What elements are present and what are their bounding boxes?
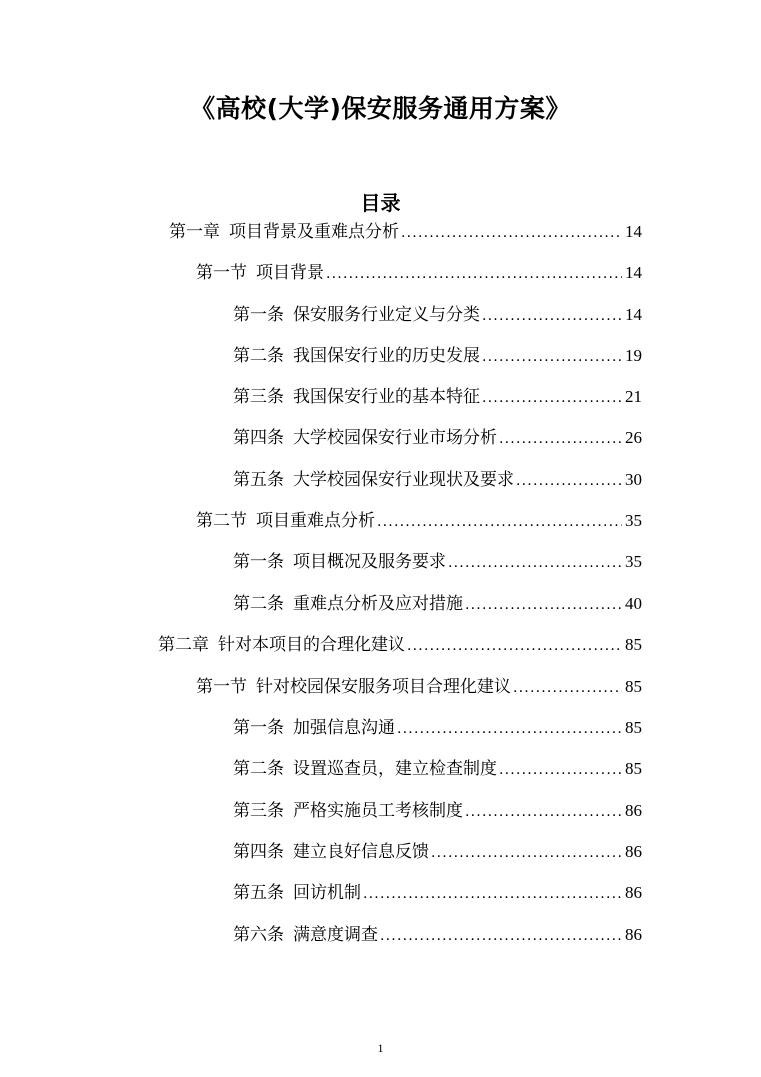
toc-entry-page: 85 xyxy=(625,677,642,696)
dot-leader xyxy=(482,344,622,370)
toc-entry-label: 第三条 xyxy=(233,801,284,821)
toc-entry[interactable] xyxy=(233,798,642,824)
toc-entry[interactable] xyxy=(233,880,642,906)
toc-entry-title: 项目重难点分析 xyxy=(256,511,375,531)
toc-entry-page: 21 xyxy=(625,387,642,406)
dot-leader xyxy=(401,220,622,246)
toc-entry[interactable] xyxy=(233,591,642,617)
toc-entry-label: 第一条 xyxy=(233,305,284,325)
toc-entry[interactable] xyxy=(233,756,642,782)
toc-entry[interactable] xyxy=(233,425,642,451)
toc-entry-label: 第一章 xyxy=(169,222,220,242)
toc-entry[interactable] xyxy=(233,549,642,575)
document-title: 《高校(大学)保安服务通用方案》 xyxy=(190,94,571,123)
toc-entry-page: 14 xyxy=(625,305,642,324)
toc-entry[interactable] xyxy=(233,343,642,369)
toc-entry[interactable] xyxy=(233,302,642,328)
toc-entry-title: 我国保安行业的历史发展 xyxy=(293,346,480,366)
toc-entry[interactable] xyxy=(233,467,642,493)
toc-entry-label: 第六条 xyxy=(233,925,284,945)
toc-entry-title: 项目背景及重难点分析 xyxy=(229,222,399,242)
toc-entry-label: 第四条 xyxy=(233,428,284,448)
toc-entry-page: 35 xyxy=(625,511,642,530)
toc-entry-title: 项目背景 xyxy=(256,263,324,283)
toc-entry-title: 大学校园保安行业市场分析 xyxy=(293,428,497,448)
toc-entry[interactable] xyxy=(196,260,642,286)
toc-entry[interactable] xyxy=(233,839,642,865)
toc-entry[interactable] xyxy=(196,674,642,700)
toc-entry-label: 第五条 xyxy=(233,470,284,490)
dot-leader xyxy=(465,592,622,618)
toc-entry-page: 86 xyxy=(625,842,642,861)
toc-entry-title: 建立良好信息反馈 xyxy=(293,842,429,862)
toc-entry-label: 第五条 xyxy=(233,883,284,903)
toc-entry-label: 第一节 xyxy=(196,263,247,283)
toc-entry-label: 第一条 xyxy=(233,718,284,738)
dot-leader xyxy=(465,799,622,825)
toc-entry-page: 19 xyxy=(625,346,642,365)
dot-leader xyxy=(431,840,622,866)
toc-entry-title: 回访机制 xyxy=(293,883,361,903)
toc-entry-label: 第一节 xyxy=(196,677,247,697)
toc-entry-title: 我国保安行业的基本特征 xyxy=(293,387,480,407)
page-number: 1 xyxy=(377,1041,384,1055)
toc-entry-page: 86 xyxy=(625,801,642,820)
dot-leader xyxy=(516,468,622,494)
dot-leader xyxy=(326,261,622,287)
toc-entry-page: 85 xyxy=(625,718,642,737)
toc-entry-label: 第二节 xyxy=(196,511,247,531)
toc-entry-page: 86 xyxy=(625,925,642,944)
dot-leader xyxy=(482,385,622,411)
dot-leader xyxy=(499,426,622,452)
toc-entry-title: 加强信息沟通 xyxy=(293,718,395,738)
toc-entry-page: 26 xyxy=(625,428,642,447)
toc-entry[interactable] xyxy=(158,632,642,658)
dot-leader xyxy=(482,303,622,329)
toc-entry-page: 86 xyxy=(625,883,642,902)
toc-entry-label: 第二条 xyxy=(233,594,284,614)
toc-entry-title: 保安服务行业定义与分类 xyxy=(293,305,480,325)
toc-entry[interactable] xyxy=(233,715,642,741)
toc-entry-page: 85 xyxy=(625,635,642,654)
toc-entry-title: 重难点分析及应对措施 xyxy=(293,594,463,614)
dot-leader xyxy=(397,716,622,742)
toc-entry-label: 第四条 xyxy=(233,842,284,862)
toc-entry[interactable] xyxy=(196,508,642,534)
dot-leader xyxy=(448,550,622,576)
toc-entry-page: 14 xyxy=(625,263,642,282)
dot-leader xyxy=(513,675,622,701)
toc-entry-title: 设置巡查员，建立检查制度 xyxy=(293,759,497,779)
toc-heading: 目录 xyxy=(360,191,401,215)
toc-entry[interactable] xyxy=(169,219,642,245)
toc-entry-label: 第二条 xyxy=(233,759,284,779)
toc-entry-title: 严格实施员工考核制度 xyxy=(293,801,463,821)
toc-entry-label: 第一条 xyxy=(233,552,284,572)
toc-entry-page: 40 xyxy=(625,594,642,613)
dot-leader xyxy=(407,633,622,659)
dot-leader xyxy=(380,923,622,949)
toc-entry-title: 大学校园保安行业现状及要求 xyxy=(293,470,514,490)
toc-entry[interactable] xyxy=(233,384,642,410)
toc-entry-label: 第二条 xyxy=(233,346,284,366)
toc-entry-page: 14 xyxy=(625,222,642,241)
toc-entry-title: 针对本项目的合理化建议 xyxy=(218,635,405,655)
toc-entry-label: 第三条 xyxy=(233,387,284,407)
toc-entry[interactable] xyxy=(233,922,642,948)
toc-entry-page: 85 xyxy=(625,759,642,778)
dot-leader xyxy=(363,881,622,907)
toc-entry-page: 30 xyxy=(625,470,642,489)
toc-entry-title: 满意度调查 xyxy=(293,925,378,945)
toc-entry-page: 35 xyxy=(625,552,642,571)
toc-entry-label: 第二章 xyxy=(158,635,209,655)
dot-leader xyxy=(499,757,622,783)
dot-leader xyxy=(377,509,622,535)
toc-entry-title: 项目概况及服务要求 xyxy=(293,552,446,572)
toc-entry-title: 针对校园保安服务项目合理化建议 xyxy=(256,677,511,697)
